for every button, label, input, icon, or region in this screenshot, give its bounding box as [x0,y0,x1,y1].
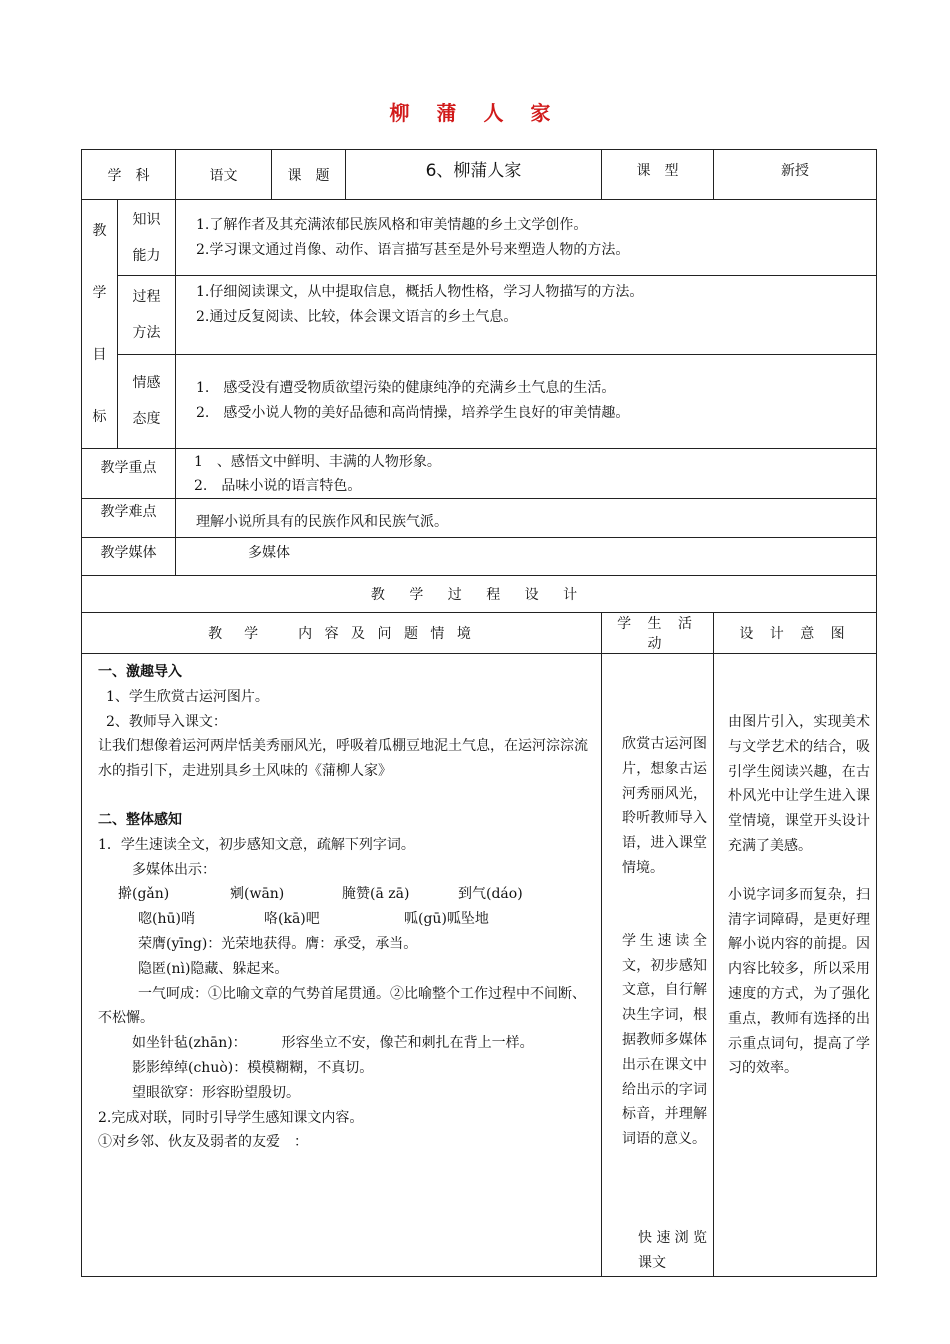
intro-paragraph: 让我们想像着运河两岸恬美秀丽风光，呼吸着瓜棚豆地泥土气息，在运河淙淙流水的指引下，走进别具乡土风味的《蒲柳人家》 [98,738,588,780]
type-value: 新授 [714,150,877,200]
subject-value: 语文 [176,150,272,200]
objectives-char-3: 目 [92,347,107,363]
activity-3: 快速浏览课文 [638,1229,708,1271]
difficulty-content: 理解小说所具有的民族作风和民族气派。 [176,499,877,538]
lesson-title: 6、柳蒲人家 [425,161,522,181]
lesson-plan-table [81,149,877,1277]
objective-row-emotion [82,354,877,448]
difficulty-row [82,499,877,538]
media-label: 教学媒体 [82,538,176,576]
process-title: 教 学 过 程 设 计 [82,576,877,613]
column-content-header: 教 学 内 容 及 问 题 情 境 [82,613,602,654]
key-points-row [82,449,877,499]
knowledge-label: 知识 能力 [118,200,176,276]
emotion-content: 1. 感受没有遭受物质欲望污染的健康纯净的充满乡土气息的生活。 2. 感受小说人物的美好品德和高尚情操，培养学生良好的审美情趣。 [176,354,877,448]
pinyin-row-1: 擀(gǎn) 剜(wān) 腌赞(ā zā) 到气(dáo) [118,886,523,903]
column-activity-header: 学 生 活 动 [602,613,714,654]
column-intent-header: 设 计 意 图 [714,613,877,654]
intent-2: 小说字词多而复杂，扫清字词障碍，是更好理解小说内容的前提。因内容比较多，所以采用速度的方式，为了强化重点，教师有选择的出示重点词句，提高了学习的效率。 [728,886,871,1077]
process-content: 1.仔细阅读课文，从中提取信息，概括人物性格，学习人物描写的方法。 2.通过反复阅读、比较，体会课文语言的乡土气息。 [176,276,877,354]
intent-cell [714,654,877,1277]
knowledge-content: 1.了解作者及其充满浓郁民族风格和审美情趣的乡土文学创作。 2.学习课文通过肖像、动作、语言描写甚至是外号来塑造人物的方法。 [176,200,877,276]
topic-label: 课 题 [272,150,346,200]
activity-cell [602,654,714,1277]
objective-row-knowledge [82,200,877,276]
objectives-label [82,200,118,449]
emotion-label: 情感 态度 [118,354,176,448]
document-title: 柳 蒲 人 家 [389,101,561,125]
content-row [82,654,877,1277]
section-1-title: 一、激趣导入 [98,664,182,680]
topic-value [346,150,602,200]
activity-1: 欣赏古运河图片，想象古运河秀丽风光，聆听教师导入语，进入课堂情境。 [622,736,708,876]
content-cell: 一、激趣导入 1、学生欣赏古运河图片。 2、教师导入课文： 让我们想像着运河两岸恬美秀丽风光，呼吸着瓜棚豆地泥土气息，在运河淙淙流水的指引下，走进别具乡土风味的《蒲柳人家》 二、整体感知 1．学生速读全文，初步感知文意，疏解下列字词。 多媒体出示： 擀(gǎn) 剜(wān) 腌赞(ā zā) 到气(dáo) 唿(hū)哨 咯(kā)吧 呱(gū)呱坠地 荣膺(yīng)：光荣地获得。膺：承受，承当。 隐匿(nì)隐藏、躲起来。 一气呵成：①比喻文章的气势首尾贯通。②比喻整个工作过程中不间断、不松懈。 如坐针毡(zhān)： 形容坐立不安，像芒和刺扎在背上一样。 影影绰绰(chuò)：模模糊糊，不真切。 望眼欲穿：形容盼望殷切。 2.完成对联，同时引导学生感知课文内容。 ①对乡邻、伙友及弱者的友爱 ： [82,654,602,1277]
section-2-title: 二、整体感知 [98,811,182,828]
key-points-content: 1 、感悟文中鲜明、丰满的人物形象。 2. 品味小说的语言特色。 [176,449,877,499]
column-header-row [82,613,877,654]
media-row [82,538,877,576]
objectives-char-2: 学 [92,285,107,301]
key-points-label: 教学重点 [82,449,176,499]
activity-2: 学生速读全文，初步感知文意，自行解决生字词，根据教师多媒体出示在课文中给出示的字词标音，并理解词语的意义。 [622,932,708,1148]
process-label: 过程 方法 [118,276,176,354]
intent-1: 由图片引入，实现美术与文学艺术的结合，吸引学生阅读兴趣，在古朴风光中让学生进入课堂情境，课堂开头设计充满了美感。 [728,714,871,854]
subject-label: 学 科 [82,150,176,200]
type-label: 课 型 [602,150,714,200]
objective-row-process [82,276,877,354]
header-row [82,150,877,200]
process-title-row [82,576,877,613]
pinyin-row-2: 唿(hū)哨 咯(kā)吧 呱(gū)呱坠地 [138,911,489,928]
objectives-char-1: 教 [92,223,107,239]
media-content: 多媒体 [176,538,877,576]
difficulty-label: 教学难点 [82,499,176,538]
objectives-char-4: 标 [92,409,107,425]
